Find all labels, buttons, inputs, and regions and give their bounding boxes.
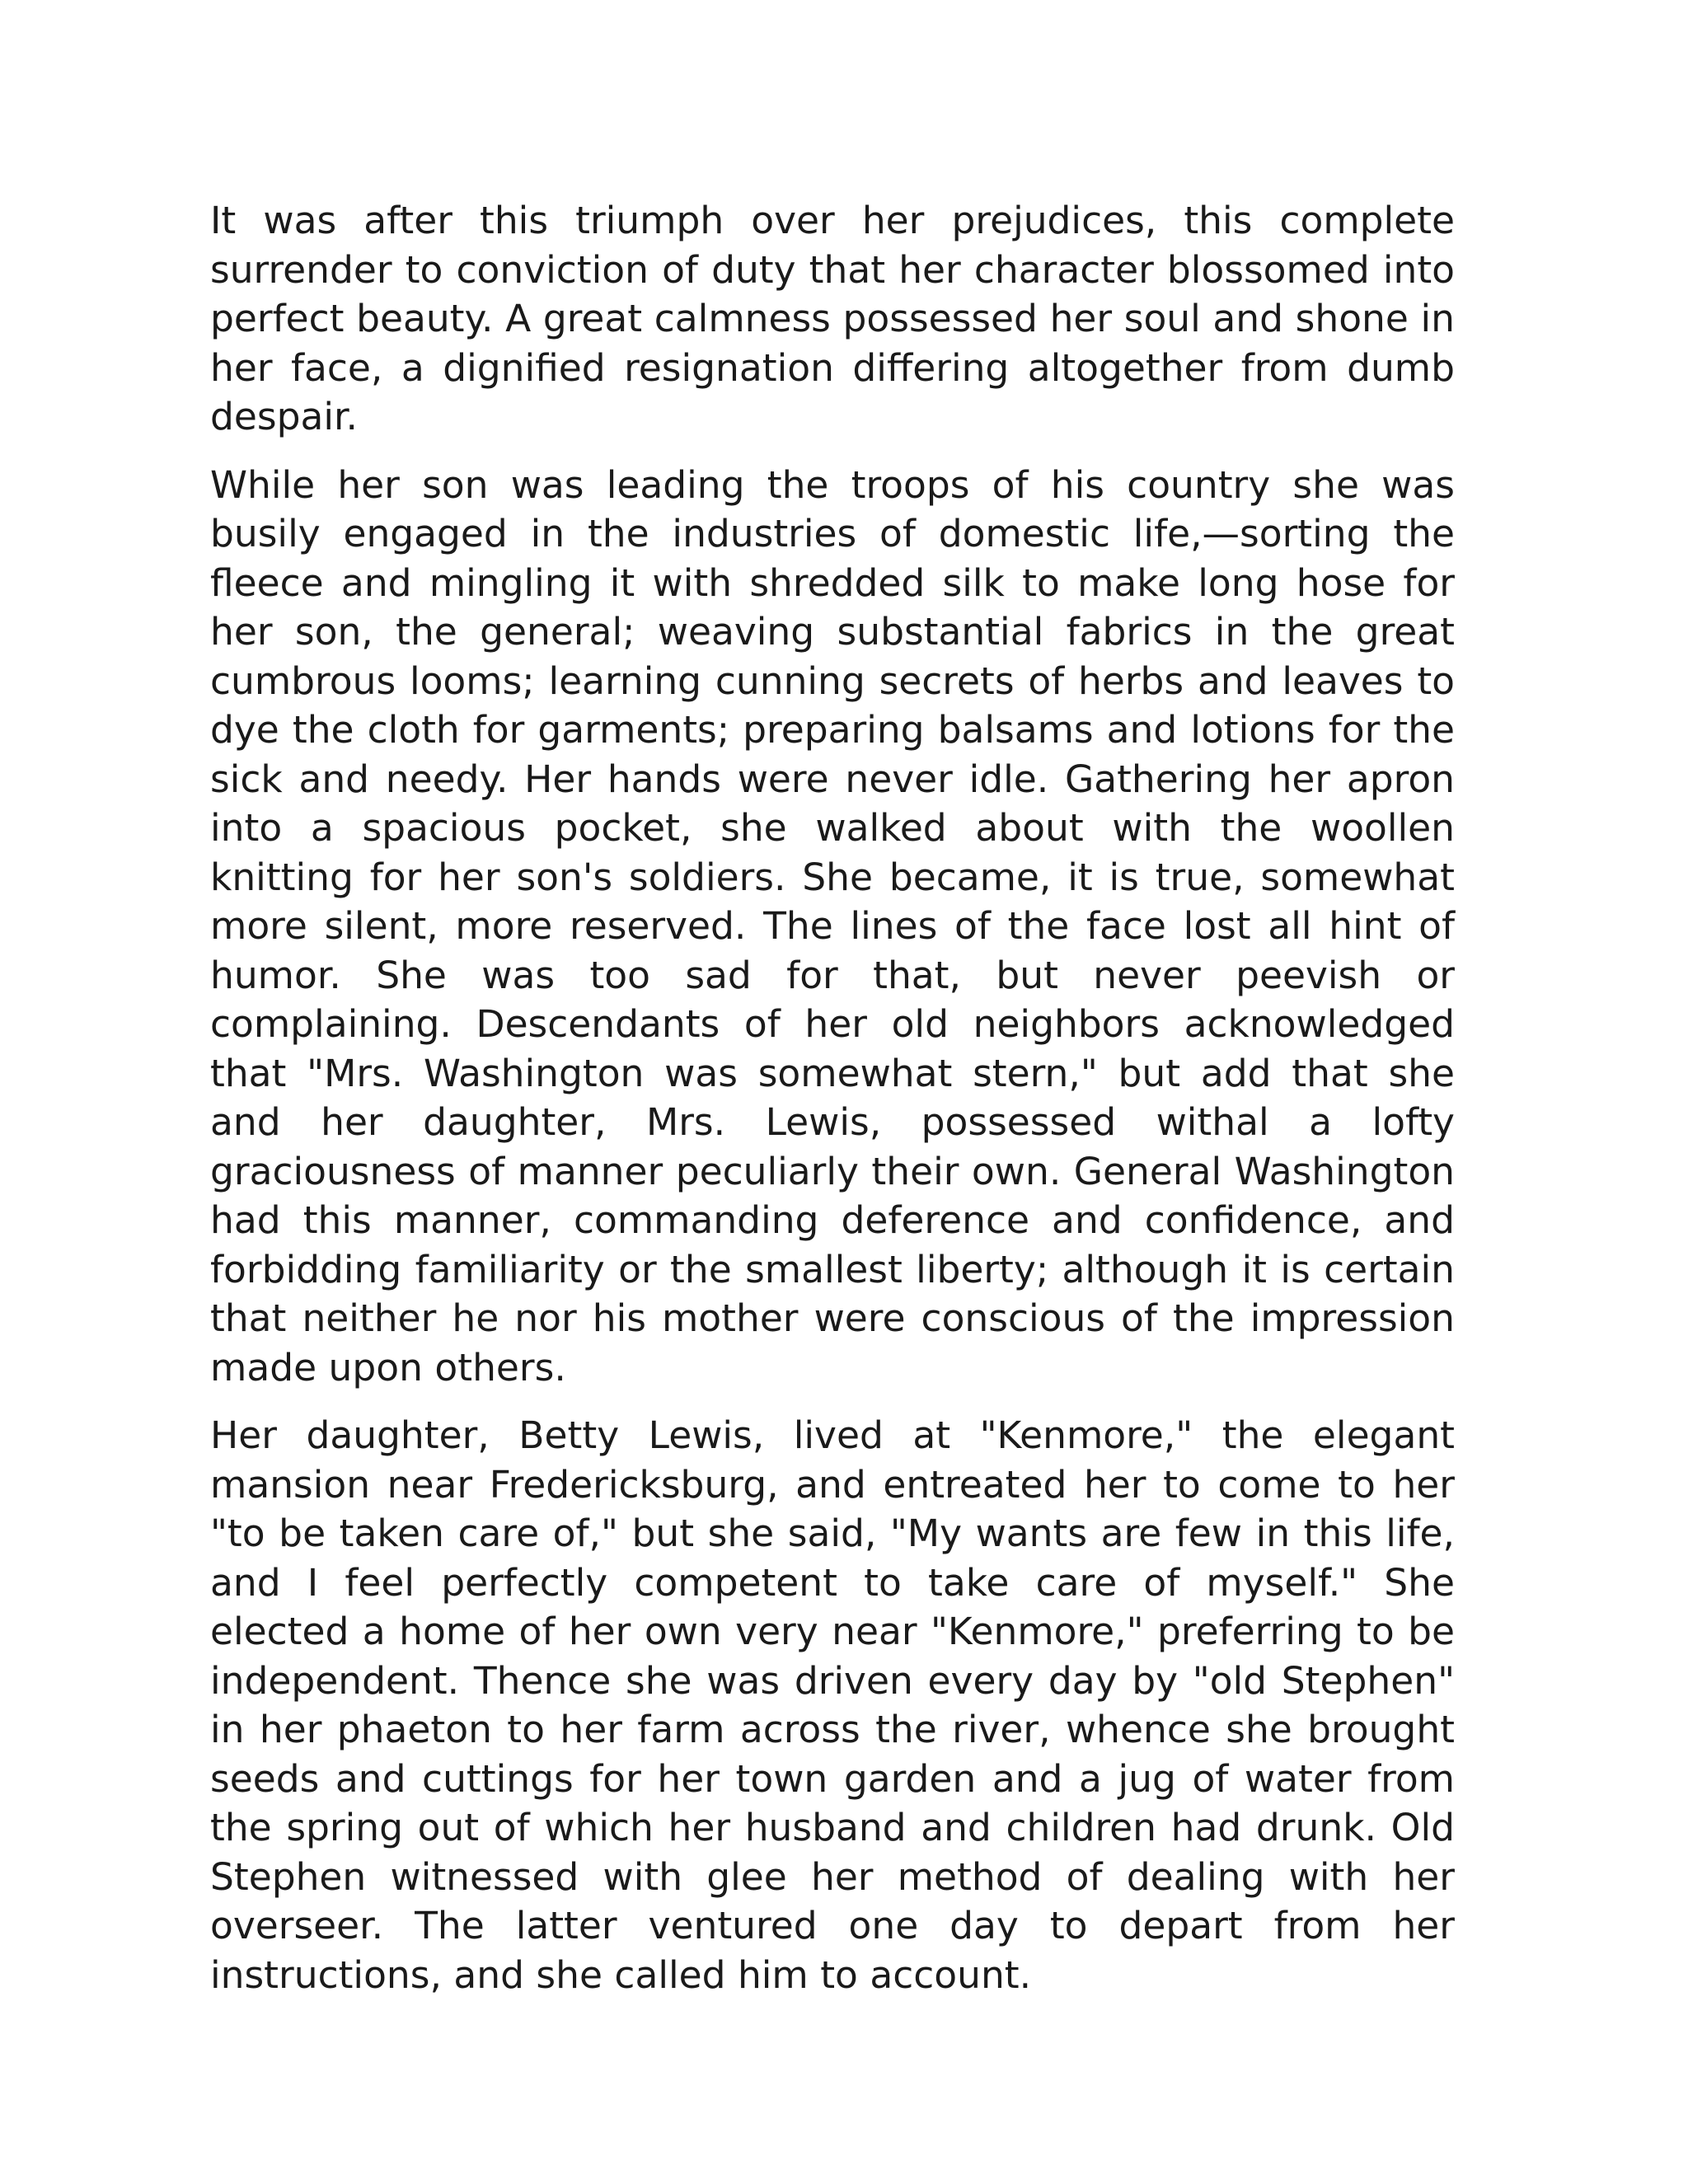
paragraph-2: While her son was leading the troops of his country she was busily engaged in the industries of domestic life,—sorting the fleece and mingling it with shredded silk to make long hose for her son, the general; weaving substantial fabrics in the great cumbrous looms; learning cunning secrets of herbs and leaves to dye the cloth for garments; preparing balsams and lotions for the sick and needy. Her hands were never idle. Gathering her apron into a spacious pocket, she walked about with the woollen knitting for her son's soldiers. She became, it is true, somewhat more silent, more reserved. The lines of the face lost all hint of humor. She was too sad for that, but never peevish or complaining. Descendants of her old neighbors acknowledged that "Mrs. Washington was somewhat stern," but add that she and her daughter, Mrs. Lewis, possessed withal a lofty graciousness of manner peculiarly their own. General Washington had this manner, commanding deference and confidence, and forbidding familiarity or the smallest liberty; although it is certain that neither he nor his mother were conscious of the impression made upon others. (210, 462, 1455, 1390)
paragraph-1: It was after this triumph over her prejudices, this complete surrender to conviction of duty that her character blossomed into perfect beauty. A great calmness possessed her soul and shone in her face, a dignified resignation differing altogether from dumb despair. (210, 199, 1455, 438)
body-text (210, 196, 1455, 2018)
paragraph-3: Her daughter, Betty Lewis, lived at "Kenmore," the elegant mansion near Fredericksburg, and entreated her to come to her "to be taken care of," but she said, "My wants are few in this life, and I feel perfectly competent to take care of myself." She elected a home of her own very near "Kenmore," preferring to be independent. Thence she was driven every day by "old Stephen" in her phaeton to her farm across the river, whence she brought seeds and cuttings for her town garden and a jug of water from the spring out of which her husband and children had drunk. Old Stephen witnessed with glee her method of dealing with her overseer. The latter ventured one day to depart from her instructions, and she called him to account. (210, 1413, 1455, 1997)
